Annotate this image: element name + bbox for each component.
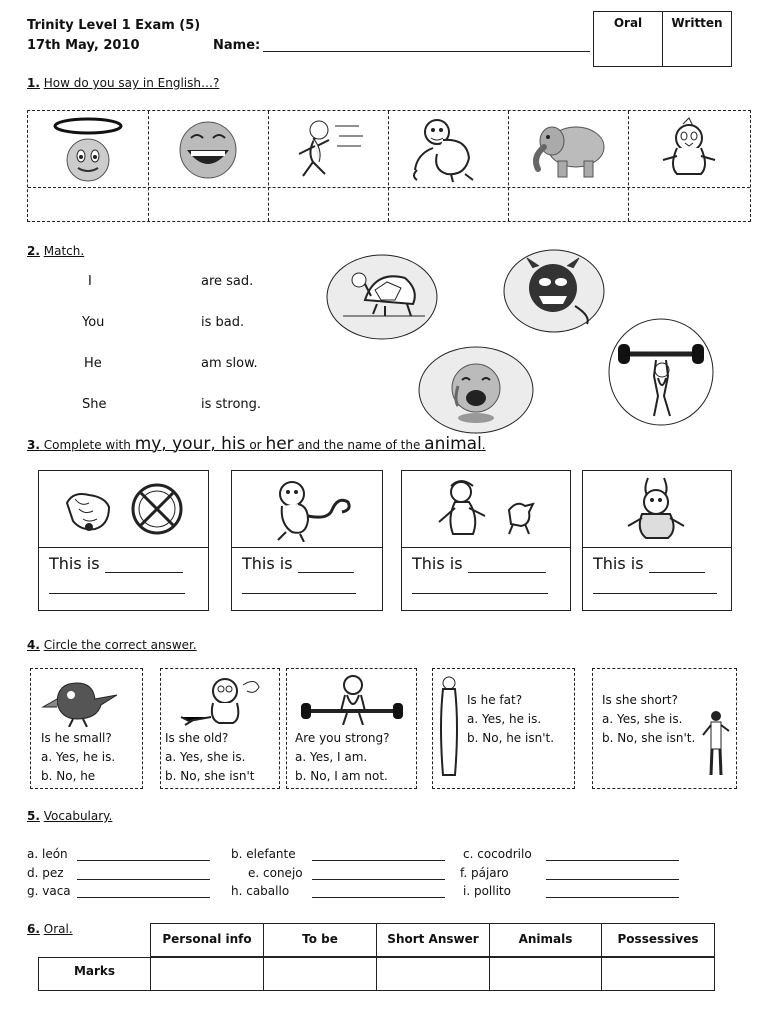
option-b[interactable]: b. No, I am not. xyxy=(295,769,388,783)
section1-heading xyxy=(27,76,219,90)
match-left-4[interactable]: She xyxy=(82,397,107,412)
section3-words-2: her xyxy=(265,434,294,454)
option-b[interactable]: b. No, he isn't. xyxy=(467,731,555,745)
grid-divider xyxy=(28,187,750,188)
question-card-3 xyxy=(286,668,417,789)
weightlifter-image[interactable] xyxy=(608,318,714,426)
section4-heading xyxy=(27,638,197,652)
match-right-4[interactable]: is strong. xyxy=(201,397,262,412)
card-label-4 xyxy=(593,554,705,573)
running-figure-image xyxy=(268,111,388,187)
rabbit-image xyxy=(583,471,731,547)
section3-mid: and the name of the xyxy=(297,438,421,452)
answer-blank[interactable] xyxy=(298,572,354,573)
answer-line[interactable] xyxy=(242,593,356,594)
vocab-word-f: f. pájaro xyxy=(460,866,509,880)
lifter-image xyxy=(299,673,405,725)
card-label-2 xyxy=(242,554,354,573)
vocab-word-c: c. cocodrilo xyxy=(463,847,532,861)
question-text-4 xyxy=(467,691,554,748)
option-b[interactable]: b. No, she isn't. xyxy=(602,731,696,745)
tall-figure-image xyxy=(437,675,461,781)
match-left-2[interactable]: You xyxy=(82,315,105,330)
section3-intro: Complete with xyxy=(43,438,131,452)
bird-image xyxy=(37,673,129,727)
section1-title: How do you say in English…? xyxy=(43,76,220,90)
marks-cell-to-be[interactable] xyxy=(263,957,377,991)
option-a[interactable]: a. Yes, she is. xyxy=(165,750,246,764)
vocab-word-d: d. pez xyxy=(27,866,64,880)
crying-face-image[interactable] xyxy=(418,346,534,434)
vocab-word-a: a. león xyxy=(27,847,68,861)
card-label-3 xyxy=(412,554,546,573)
vocab-blank[interactable] xyxy=(312,860,445,861)
section5-heading xyxy=(27,809,112,823)
laughing-smiley-image xyxy=(148,111,268,187)
exam-title: Trinity Level 1 Exam (5) xyxy=(27,18,201,33)
question: Is she old? xyxy=(165,731,229,745)
answer-line[interactable] xyxy=(49,593,185,594)
marks-cell-animals[interactable] xyxy=(489,957,602,991)
option-a[interactable]: a. Yes, I am. xyxy=(295,750,368,764)
section5-number: 5. xyxy=(27,809,40,823)
section6-heading xyxy=(27,922,73,936)
section2-title: Match. xyxy=(43,244,85,258)
vocab-word-i: i. pollito xyxy=(463,884,511,898)
oral-col-personal-info: Personal info xyxy=(150,923,264,957)
card-divider xyxy=(39,547,208,548)
vocab-blank[interactable] xyxy=(77,897,210,898)
vocab-blank[interactable] xyxy=(312,897,445,898)
card-prefix: This is xyxy=(593,554,644,573)
oral-col-short-answer: Short Answer xyxy=(376,923,490,957)
marks-cell-personal-info[interactable] xyxy=(150,957,264,991)
card-prefix: This is xyxy=(49,554,100,573)
short-person-image xyxy=(701,709,731,779)
oral-col-possessives: Possessives xyxy=(601,923,715,957)
option-b[interactable]: b. No, he xyxy=(41,769,96,783)
score-box xyxy=(593,11,732,67)
question: Are you strong? xyxy=(295,731,390,745)
card-divider xyxy=(583,547,731,548)
elephant-image xyxy=(508,111,628,187)
vocab-word-g: g. vaca xyxy=(27,884,71,898)
turtle-image[interactable] xyxy=(325,252,440,342)
name-field[interactable] xyxy=(263,51,590,52)
match-right-2[interactable]: is bad. xyxy=(201,315,245,330)
match-left-3[interactable]: He xyxy=(84,356,102,371)
option-b[interactable]: b. No, she isn't xyxy=(165,769,255,783)
marks-cell-short-answer[interactable] xyxy=(376,957,490,991)
section6-number: 6. xyxy=(27,922,40,936)
question-text-5 xyxy=(602,691,695,748)
section6-title: Oral. xyxy=(43,922,73,936)
question-text-3 xyxy=(295,729,390,786)
question: Is she short? xyxy=(602,693,678,707)
name-label: Name: xyxy=(213,38,261,53)
question-text-1 xyxy=(41,729,115,786)
option-a[interactable]: a. Yes, he is. xyxy=(467,712,542,726)
question-text-2 xyxy=(165,729,254,786)
match-left-1[interactable]: I xyxy=(88,274,92,289)
section3-or: or xyxy=(249,438,262,452)
card-prefix: This is xyxy=(412,554,463,573)
section4-title: Circle the correct answer. xyxy=(43,638,197,652)
section3-end: . xyxy=(481,438,486,452)
possessive-card-3 xyxy=(401,470,571,611)
vocab-word-h: h. caballo xyxy=(231,884,290,898)
question-card-4 xyxy=(432,668,575,789)
section3-number: 3. xyxy=(27,438,40,452)
answer-line[interactable] xyxy=(412,593,548,594)
oral-col-animals: Animals xyxy=(489,923,602,957)
vocab-blank[interactable] xyxy=(546,860,679,861)
oral-label: Oral xyxy=(613,16,643,30)
match-right-1[interactable]: are sad. xyxy=(201,274,254,289)
section2-number: 2. xyxy=(27,244,40,258)
marks-label: Marks xyxy=(38,957,151,991)
vocab-blank[interactable] xyxy=(77,879,210,880)
card-divider xyxy=(402,547,570,548)
answer-line[interactable] xyxy=(593,593,717,594)
old-chick-image xyxy=(171,673,267,727)
question: Is he fat? xyxy=(467,693,523,707)
vocab-blank[interactable] xyxy=(546,897,679,898)
answer-blank[interactable] xyxy=(468,572,546,573)
woman-dog-image xyxy=(402,471,570,547)
section4-number: 4. xyxy=(27,638,40,652)
section3-words-3: animal xyxy=(424,434,482,454)
option-a[interactable]: a. Yes, he is. xyxy=(41,750,116,764)
marks-cell-possessives[interactable] xyxy=(601,957,715,991)
card-divider xyxy=(232,547,382,548)
vocab-blank[interactable] xyxy=(77,860,210,861)
section2-heading xyxy=(27,244,84,258)
monkey-snake-image xyxy=(232,471,382,547)
possessive-card-1 xyxy=(38,470,209,611)
oral-col-to-be: To be xyxy=(263,923,377,957)
devil-image[interactable] xyxy=(503,248,605,334)
option-a[interactable]: a. Yes, she is. xyxy=(602,712,683,726)
section1-number: 1. xyxy=(27,76,40,90)
chick-image xyxy=(628,111,750,187)
question: Is he small? xyxy=(41,731,112,745)
halo-smiley-image xyxy=(28,111,148,187)
question-card-2 xyxy=(160,668,280,789)
match-right-3[interactable]: am slow. xyxy=(201,356,258,371)
section5-title: Vocabulary. xyxy=(43,809,113,823)
section3-heading xyxy=(27,434,486,454)
pointing-hand-wheel-image xyxy=(39,471,208,547)
exam-date: 17th May, 2010 xyxy=(27,38,140,53)
question-card-1 xyxy=(30,668,143,789)
answer-blank[interactable] xyxy=(649,572,705,573)
written-label: Written xyxy=(671,16,723,30)
card-label-1 xyxy=(49,554,183,573)
vocab-blank[interactable] xyxy=(312,879,445,880)
section3-words-1: my, your, his xyxy=(134,434,246,454)
possessive-card-4 xyxy=(582,470,732,611)
monkey-image xyxy=(388,111,508,187)
vocab-blank[interactable] xyxy=(546,879,679,880)
section1-grid xyxy=(27,110,751,222)
question-card-5 xyxy=(592,668,737,789)
possessive-card-2 xyxy=(231,470,383,611)
vocab-word-b: b. elefante xyxy=(231,847,296,861)
vocab-word-e: e. conejo xyxy=(248,866,303,880)
answer-blank[interactable] xyxy=(105,572,183,573)
card-prefix: This is xyxy=(242,554,293,573)
